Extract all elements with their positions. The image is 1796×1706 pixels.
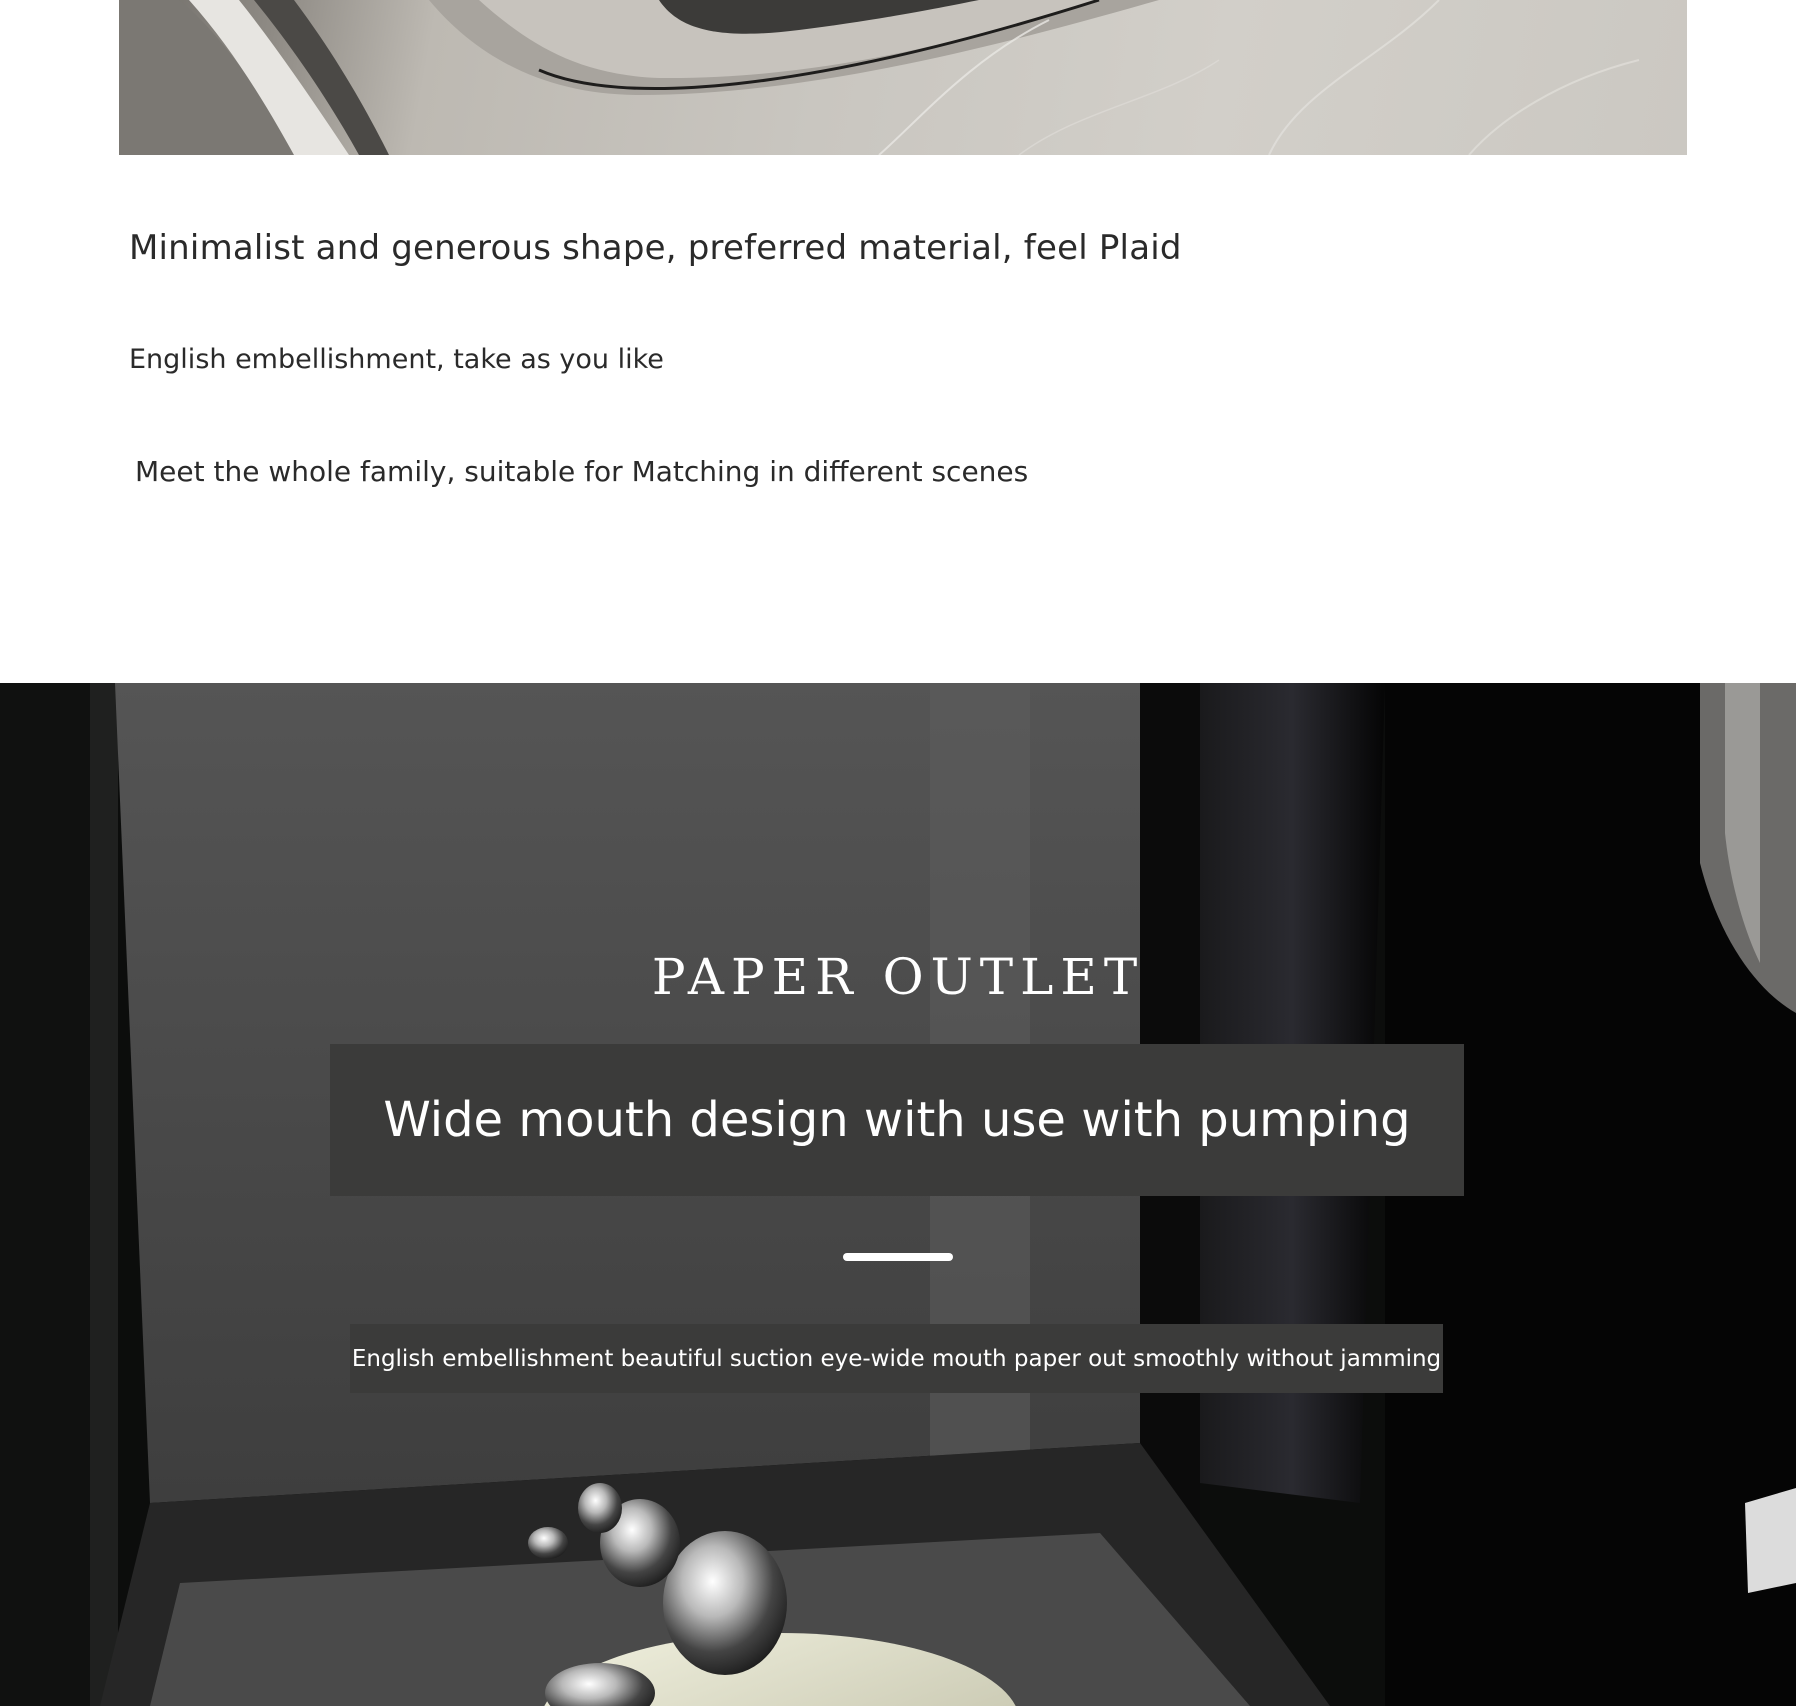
product-photo-top [119, 0, 1687, 155]
paper-outlet-description: English embellishment beautiful suction eye-wide mouth paper out smoothly without jamming [351, 1345, 1442, 1372]
headline-panel [330, 1044, 1464, 1196]
feature-text-family: Meet the whole family, suitable for Matching in different scenes [135, 455, 1029, 488]
product-photo-top-graphic [119, 0, 1687, 155]
paper-outlet-section [0, 683, 1796, 1706]
feature-text-shape: Minimalist and generous shape, preferred material, feel Plaid [129, 228, 1182, 268]
divider-line [843, 1253, 953, 1261]
feature-text-embellishment: English embellishment, take as you like [129, 344, 664, 375]
paper-outlet-title: PAPER OUTLET [651, 948, 1145, 1006]
paper-outlet-headline: Wide mouth design with use with pumping [383, 1092, 1411, 1148]
description-panel [350, 1324, 1443, 1393]
